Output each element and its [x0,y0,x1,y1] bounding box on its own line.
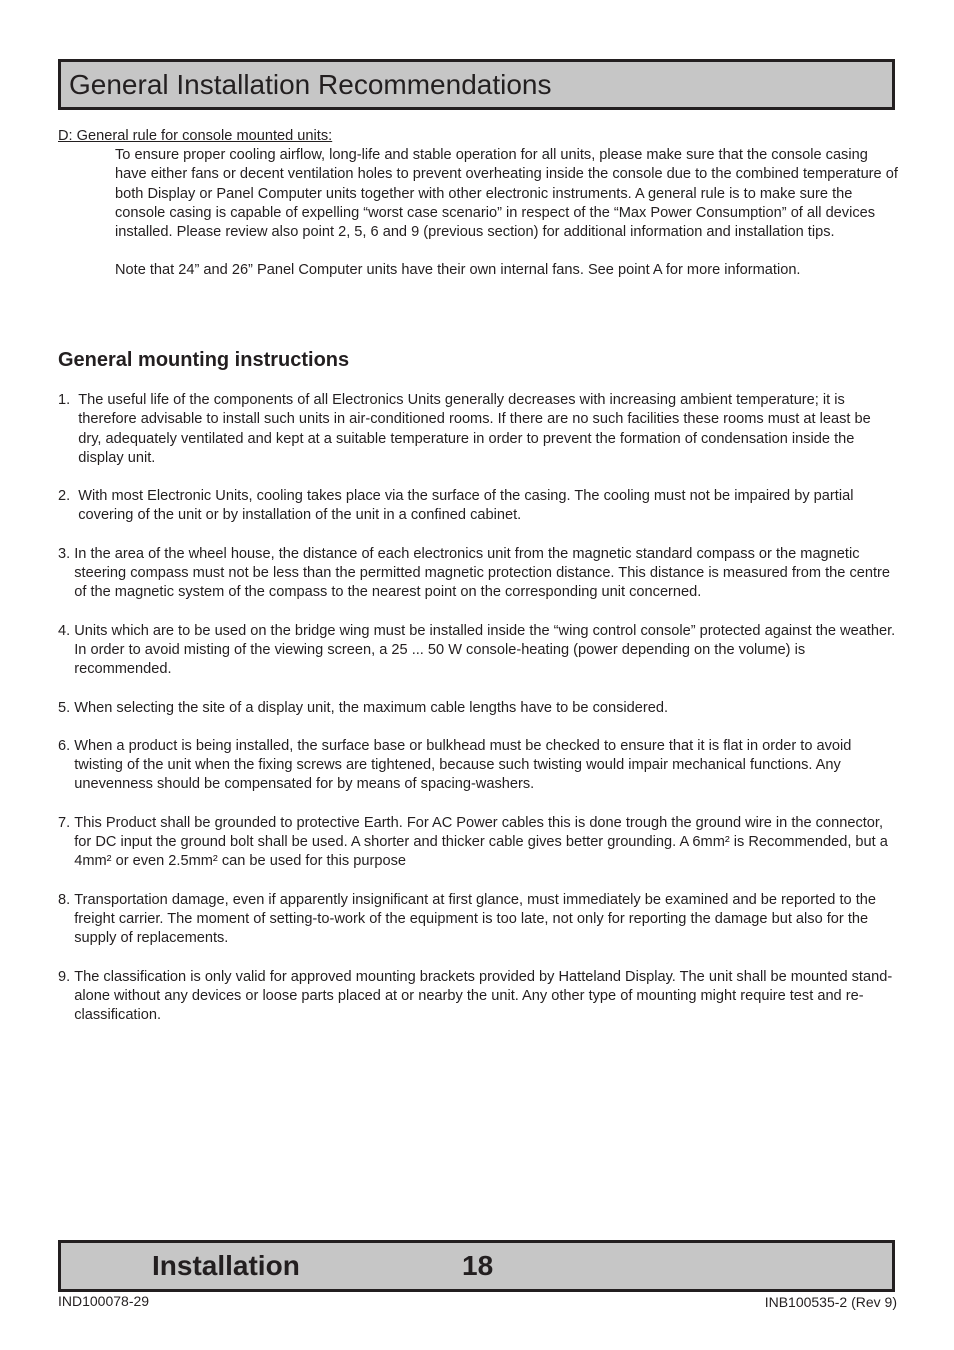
instruction-text: Transportation damage, even if apparently insignificant at first glance, must immediately be examined and be reported to the freight carrier. The moment of setting-to-work of the equipment is too late, not only for reporting the damage but also for the supply of replacements. [74,891,876,947]
instruction-item [58,737,898,795]
instruction-text: This Product shall be grounded to protective Earth. For AC Power cables this is done trough the ground wire in the connector, for DC input the ground bolt shall be used. A shorter and thicker cable gives better grounding. A 6mm² is Recommended, but a 4mm² or even 2.5mm² can be used for this purpose [74,814,888,870]
instruction-number: 6. [58,737,75,754]
document-code-left: IND100078-29 [58,1293,150,1309]
instruction-number: 8. [58,891,75,908]
instruction-text: When a product is being installed, the surface base or bulkhead must be checked to ensure that it is flat in order to avoid twisting of the unit when the fixing screws are tightened, because such twisting would impair mechanical functions. Any unevenness should be compensated for by means of spacing-washers. [74,737,852,793]
document-code-right: INB100535-2 (Rev 9) [764,1294,897,1310]
instruction-item [58,487,898,526]
instruction-number: 9. [58,968,75,985]
instruction-text: When selecting the site of a display unit, the maximum cable lengths have to be considered. [74,699,669,716]
instruction-number: 2. [58,488,75,505]
instruction-number: 5. [58,699,75,716]
instruction-number: 7. [58,814,75,831]
instruction-item [58,699,898,718]
footer-section-title: Installation [152,1250,300,1281]
instruction-text: With most Electronic Units, cooling takes place via the surface of the casing. The cooling must not be impaired by partial covering of the unit or by installation of the unit in a confined cabinet. [78,488,854,524]
console-rule-section [58,127,898,281]
page-title: General Installation Recommendations [69,69,552,100]
instruction-item [58,814,898,872]
instruction-text: Units which are to be used on the bridge wing must be installed inside the “wing control console” protected against the weather. In order to avoid misting of the viewing screen, a 25 ... 50 W console-heating (power depending on the volume) is recommended. [74,622,896,678]
console-rule-paragraph: To ensure proper cooling airflow, long-life and stable operation for all units, please make sure that the console casing have either fans or decent ventilation holes to prevent overheating inside the console due to the combined temperature of both Display or Panel Computer units together with other electronic instruments. A general rule is to make sure the console casing is capable of expelling “worst case scenario” in respect of the “Max Power Consumption” of all devices installed. Please review also point 2, 5, 6 and 9 (previous section) for additional information and installation tips. [115,147,898,241]
instruction-text: The classification is only valid for approved mounting brackets provided by Hatteland Display. The unit shall be mounted stand-alone without any devices or loose parts placed at or nearby the unit. Any other type of mounting might require test and re-classification. [74,968,893,1024]
console-rule-note: Note that 24” and 26” Panel Computer units have their own internal fans. See point A for more information. [115,262,801,279]
instruction-item [58,391,898,468]
console-rule-label: D: General rule for console mounted units: [58,128,333,144]
instruction-text: The useful life of the components of all Electronics Units generally decreases with increasing ambient temperature; it is therefore advisable to install such units in air-conditioned rooms. If there are no such facilities these rooms must at least be dry, adequately ventilated and kept at a suitable temperature in order to prevent the formation of condensation inside the display unit. [78,392,871,466]
page-footer-bar [58,1240,895,1292]
page-header-bar [58,59,895,110]
page-number: 18 [462,1250,494,1281]
instruction-number: 3. [58,545,75,562]
instruction-item [58,968,898,1026]
instruction-text: In the area of the wheel house, the distance of each electronics unit from the magnetic standard compass or the magnetic steering compass must not be less than the permitted magnetic protection distance. This distance is measured from the centre of the magnetic system of the compass to the nearest point on the corresponding unit concerned. [74,545,891,601]
instruction-number: 1. [58,392,75,408]
instruction-number: 4. [58,622,75,639]
instruction-item [58,891,898,949]
instruction-item [58,545,898,603]
mounting-instructions-list [58,391,898,1044]
mounting-heading: General mounting instructions [58,349,350,371]
instruction-item [58,622,898,680]
